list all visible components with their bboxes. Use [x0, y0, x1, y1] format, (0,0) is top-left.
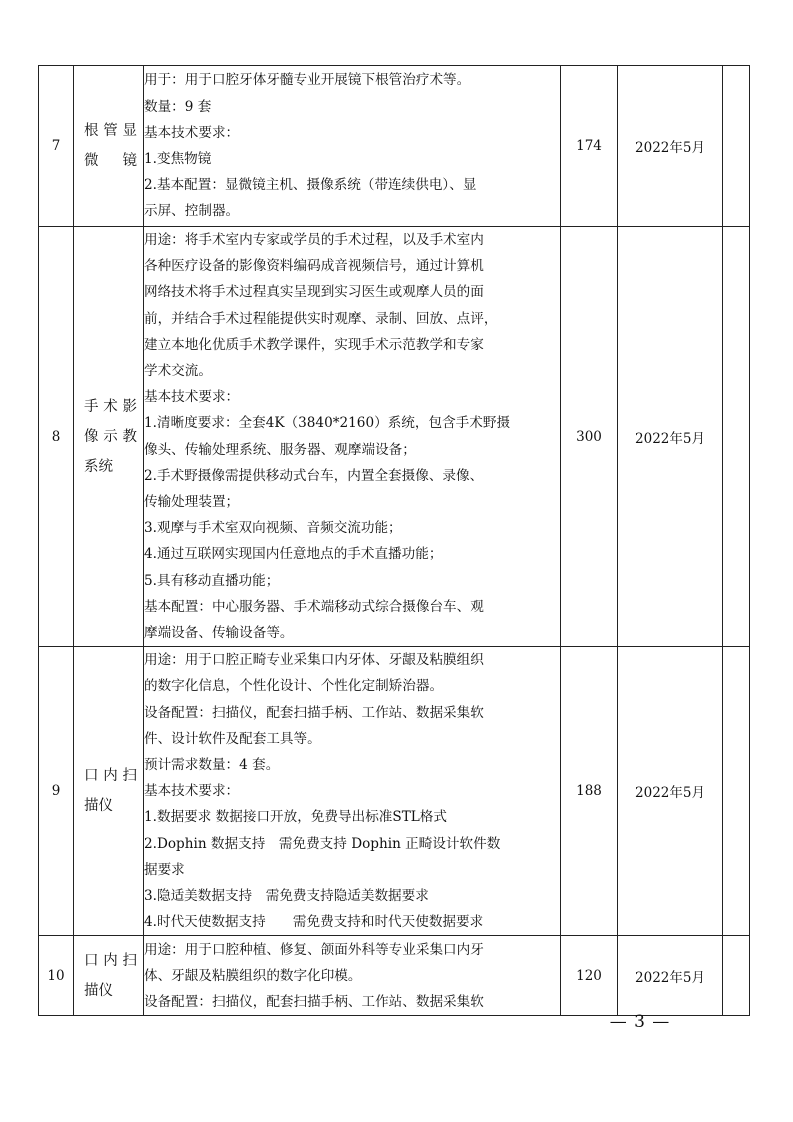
date-cell: 2022年5月: [618, 647, 723, 936]
page-number: — 3 —: [609, 1012, 671, 1032]
amount-cell: 174: [561, 66, 618, 227]
empty-cell: [723, 936, 750, 1016]
row-number: 8: [39, 227, 74, 647]
amount-cell: 300: [561, 227, 618, 647]
row-number: 7: [39, 66, 74, 227]
requirements-cell: 用于：用于口腔牙体牙髓专业开展镜下根管治疗术等。 数量：9 套 基本技术要求： 1.变焦物镜 2.基本配置：显微镜主机、摄像系统（带连续供电）、显 示屏、控制器。: [144, 66, 561, 227]
date-cell: 2022年5月: [618, 936, 723, 1016]
empty-cell: [723, 647, 750, 936]
table-row: [39, 66, 750, 227]
equipment-name: 手术影 像示教 系统: [74, 227, 144, 647]
amount-cell: 188: [561, 647, 618, 936]
empty-cell: [723, 227, 750, 647]
requirements-cell: 用途：用于口腔种植、修复、颌面外科等专业采集口内牙 体、牙龈及粘膜组织的数字化印模。 设备配置：扫描仪，配套扫描手柄、工作站、数据采集软: [144, 936, 561, 1016]
row-number: 9: [39, 647, 74, 936]
row-number: 10: [39, 936, 74, 1016]
equipment-name: 口内扫 描仪: [74, 936, 144, 1016]
requirements-cell: 用途：将手术室内专家或学员的手术过程，以及手术室内 各种医疗设备的影像资料编码成音视频信号，通过计算机 网络技术将手术过程真实呈现到实习医生或观摩人员的面 前，并结合手术过程能提供实时观摩、录制、回放、点评， 建立本地化优质手术教学课件，实现手术示范教学和专家 学术交流。 基本技术要求： 1.清晰度要求：全套4K（3840*2160）系统，包含手术野摄 像头、传输处理系统、服务器、观摩端设备； 2.手术野摄像需提供移动式台车，内置全套摄像、录像、 传输处理装置； 3.观摩与手术室双向视频、音频交流功能； 4.通过互联网实现国内任意地点的手术直播功能； 5.具有移动直播功能； 基本配置：中心服务器、手术端移动式综合摄像台车、观 摩端设备、传输设备等。: [144, 227, 561, 647]
table-row: [39, 936, 750, 1016]
date-cell: 2022年5月: [618, 227, 723, 647]
equipment-table: [38, 65, 750, 1016]
equipment-name: 根管显 微镜: [74, 66, 144, 227]
empty-cell: [723, 66, 750, 227]
table-row: [39, 227, 750, 647]
amount-cell: 120: [561, 936, 618, 1016]
requirements-cell: 用途：用于口腔正畸专业采集口内牙体、牙龈及粘膜组织 的数字化信息，个性化设计、个性化定制矫治器。 设备配置：扫描仪，配套扫描手柄、工作站、数据采集软 件、设计软件及配套工具等。 预计需求数量：4 套。 基本技术要求： 1.数据要求 数据接口开放，免费导出标准STL格式 2.Dophin 数据支持 需免费支持 Dophin 正畸设计软件数 据要求 3.隐适美数据支持 需免费支持隐适美数据要求 4.时代天使数据支持 需免费支持和时代天使数据要求: [144, 647, 561, 936]
date-cell: 2022年5月: [618, 66, 723, 227]
table-row: [39, 647, 750, 936]
equipment-name: 口内扫 描仪: [74, 647, 144, 936]
